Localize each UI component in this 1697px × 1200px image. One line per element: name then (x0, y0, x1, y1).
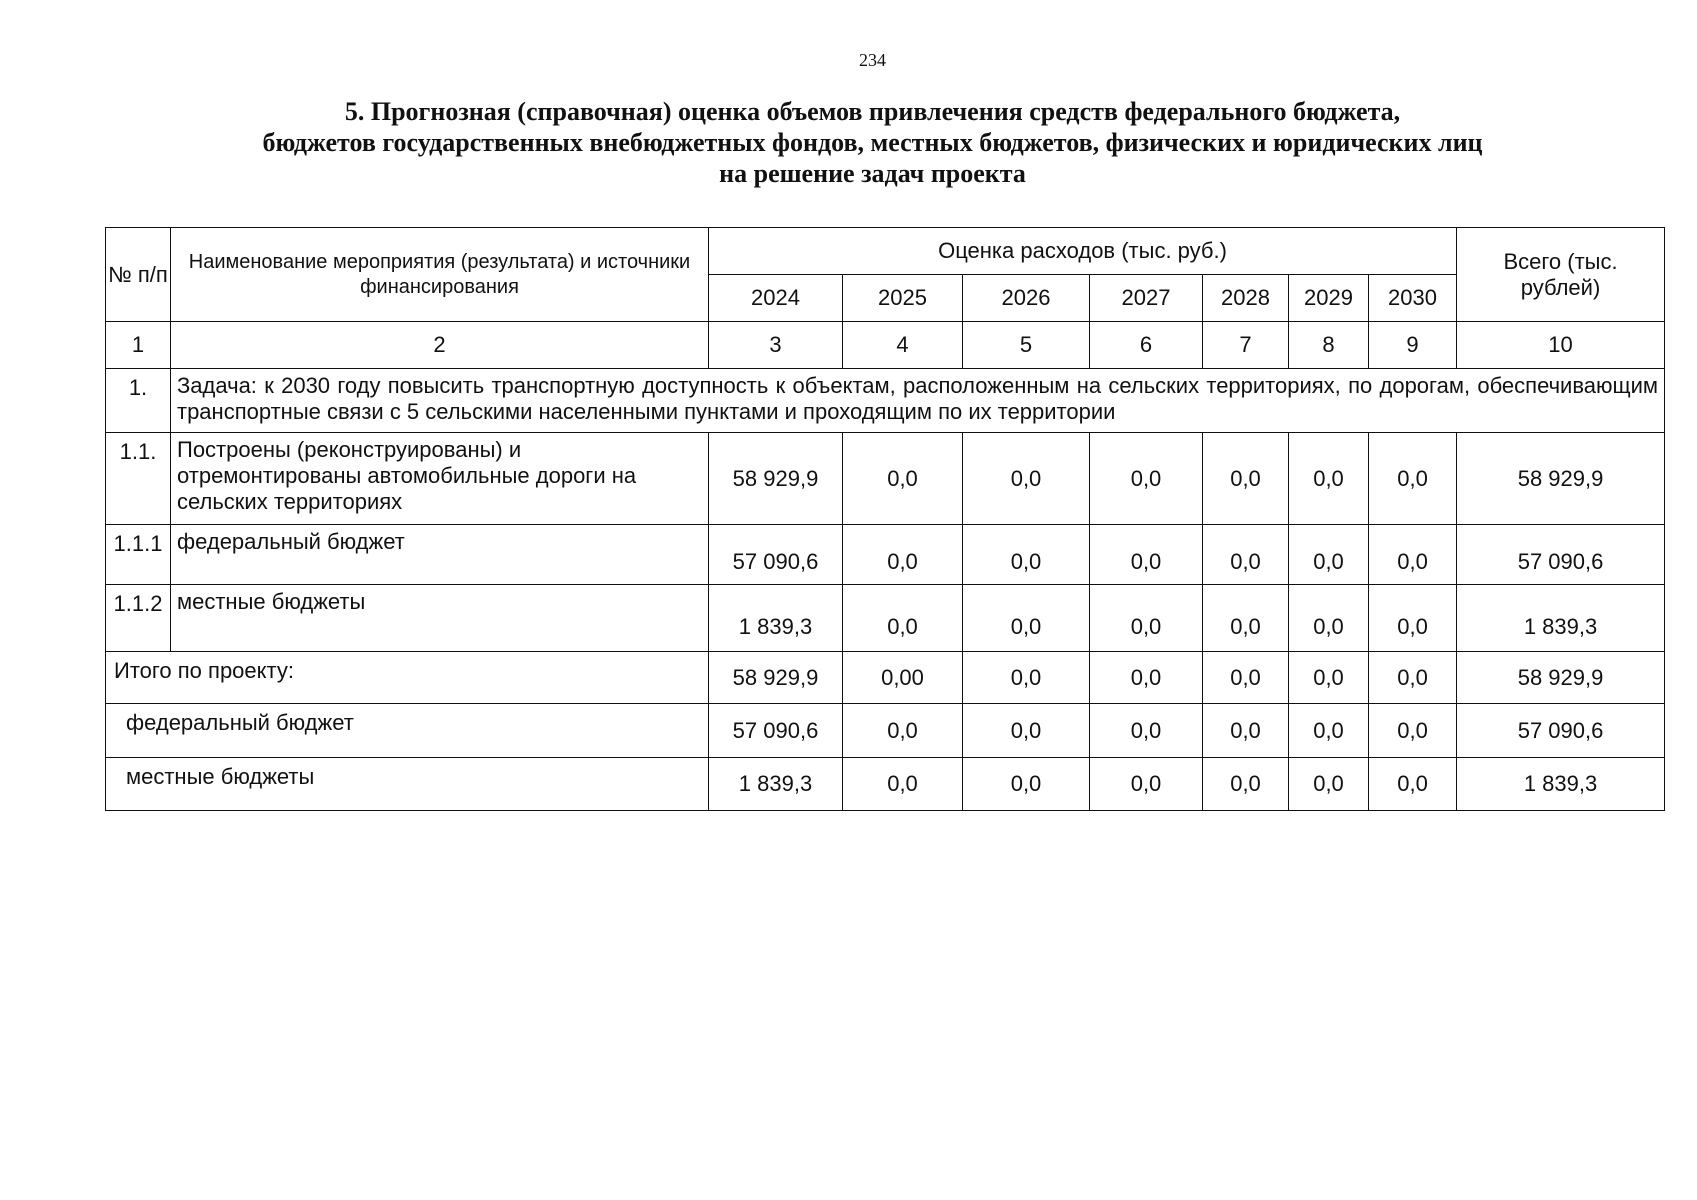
total-total: 1 839,3 (1457, 758, 1665, 811)
total-value: 0,0 (1289, 758, 1369, 811)
row-total: 1 839,3 (1457, 585, 1665, 652)
total-value: 57 090,6 (709, 704, 843, 758)
column-numbers-row (106, 322, 1665, 369)
table-row (106, 525, 1665, 585)
header-year: 2029 (1289, 275, 1369, 322)
row-num: 1.1.1 (106, 525, 171, 585)
column-number: 5 (963, 322, 1090, 369)
row-value: 1 839,3 (709, 585, 843, 652)
row-num: 1.1.2 (106, 585, 171, 652)
header-year: 2026 (963, 275, 1090, 322)
row-value: 0,0 (1203, 585, 1289, 652)
total-value: 0,0 (1203, 704, 1289, 758)
row-value: 0,0 (1090, 585, 1203, 652)
total-value: 0,0 (843, 704, 963, 758)
row-value: 58 929,9 (709, 433, 843, 525)
total-value: 0,0 (1090, 652, 1203, 704)
header-name: Наименование мероприятия (результата) и источники финансирования (171, 228, 709, 322)
total-value: 0,0 (1369, 704, 1457, 758)
table-row (106, 433, 1665, 525)
row-value: 0,0 (843, 585, 963, 652)
title-line-1: 5. Прогнозная (справочная) оценка объемов привлечения средств федерального бюджета, (344, 97, 1401, 126)
row-value: 57 090,6 (709, 525, 843, 585)
row-value: 0,0 (963, 585, 1090, 652)
total-value: 58 929,9 (709, 652, 843, 704)
table-header-row (106, 228, 1665, 275)
column-number: 2 (171, 322, 709, 369)
title-line-2: бюджетов государственных внебюджетных фондов, местных бюджетов, физических и юридических лиц (262, 128, 1483, 157)
row-value: 0,0 (1369, 525, 1457, 585)
column-number: 3 (709, 322, 843, 369)
total-value: 0,00 (843, 652, 963, 704)
row-value: 0,0 (1369, 585, 1457, 652)
column-number: 7 (1203, 322, 1289, 369)
row-value: 0,0 (1090, 433, 1203, 525)
total-label: местные бюджеты (106, 758, 709, 811)
row-name: местные бюджеты (171, 585, 709, 652)
total-label: федеральный бюджет (106, 704, 709, 758)
total-value: 0,0 (963, 704, 1090, 758)
row-value: 0,0 (843, 525, 963, 585)
row-total: 57 090,6 (1457, 525, 1665, 585)
total-value: 1 839,3 (709, 758, 843, 811)
row-value: 0,0 (1369, 433, 1457, 525)
row-value: 0,0 (1090, 525, 1203, 585)
row-value: 0,0 (1203, 525, 1289, 585)
task-num: 1. (106, 369, 171, 433)
row-total: 58 929,9 (1457, 433, 1665, 525)
total-row (106, 758, 1665, 811)
header-year: 2024 (709, 275, 843, 322)
column-number: 9 (1369, 322, 1457, 369)
total-value: 0,0 (1369, 652, 1457, 704)
row-value: 0,0 (843, 433, 963, 525)
page-title (200, 96, 1545, 189)
table-row (106, 585, 1665, 652)
row-value: 0,0 (963, 433, 1090, 525)
header-num: № п/п (106, 228, 171, 322)
row-name: Построены (реконструированы) и отремонтированы автомобильные дороги на сельских территориях (171, 433, 709, 525)
row-value: 0,0 (1289, 433, 1369, 525)
total-value: 0,0 (1369, 758, 1457, 811)
total-label: Итого по проекту: (106, 652, 709, 704)
total-value: 0,0 (843, 758, 963, 811)
task-row (106, 369, 1665, 433)
column-number: 1 (106, 322, 171, 369)
total-value: 0,0 (1203, 652, 1289, 704)
header-year: 2025 (843, 275, 963, 322)
header-year: 2028 (1203, 275, 1289, 322)
header-year: 2027 (1090, 275, 1203, 322)
total-value: 0,0 (1289, 704, 1369, 758)
header-estimate: Оценка расходов (тыс. руб.) (709, 228, 1457, 275)
column-number: 8 (1289, 322, 1369, 369)
row-name: федеральный бюджет (171, 525, 709, 585)
total-value: 0,0 (963, 758, 1090, 811)
total-row (106, 652, 1665, 704)
budget-table (105, 227, 1665, 811)
page-number: 234 (859, 50, 886, 70)
total-value: 0,0 (1289, 652, 1369, 704)
row-value: 0,0 (1289, 525, 1369, 585)
total-value: 0,0 (1090, 758, 1203, 811)
row-value: 0,0 (1203, 433, 1289, 525)
total-total: 57 090,6 (1457, 704, 1665, 758)
task-text: Задача: к 2030 году повысить транспортную доступность к объектам, расположенным на сельских территориях, по дорогам, обеспечивающим транспортные связи с 5 сельскими населенными пунктами и проходящим по их территории (171, 369, 1665, 433)
total-value: 0,0 (963, 652, 1090, 704)
row-value: 0,0 (963, 525, 1090, 585)
row-value: 0,0 (1289, 585, 1369, 652)
total-row (106, 704, 1665, 758)
row-num: 1.1. (106, 433, 171, 525)
title-line-3: на решение задач проекта (719, 159, 1026, 188)
column-number: 6 (1090, 322, 1203, 369)
total-total: 58 929,9 (1457, 652, 1665, 704)
header-year: 2030 (1369, 275, 1457, 322)
total-value: 0,0 (1090, 704, 1203, 758)
total-value: 0,0 (1203, 758, 1289, 811)
header-total: Всего (тыс. рублей) (1457, 228, 1665, 322)
column-number: 4 (843, 322, 963, 369)
column-number: 10 (1457, 322, 1665, 369)
